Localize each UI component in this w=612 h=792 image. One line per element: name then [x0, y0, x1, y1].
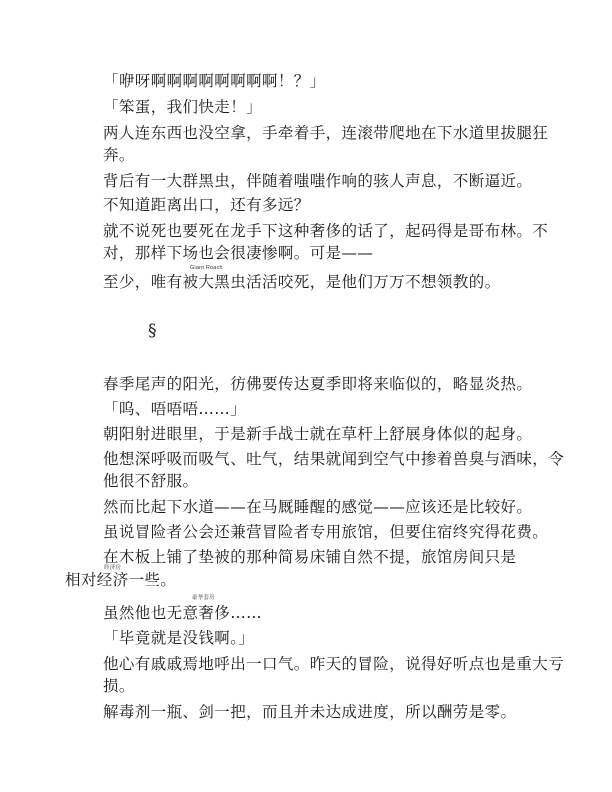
ruby-luxury-room: 豪华套房 — [192, 595, 215, 601]
paragraph-spring: 春季尾声的阳光，彷佛要传达夏季即将来临似的，略显炎热。 — [103, 375, 533, 393]
paragraph-sigh-line2: 损。 — [103, 677, 135, 695]
paragraph-bugs: 背后有一大群黑虫，伴随着嗤嗤作响的骇人声息，不断逼近。 — [103, 172, 533, 190]
section-break-mark: § — [148, 321, 157, 341]
paragraph-dragon-line1: 就不说死也要死在龙手下这种奢侈的话了，起码得是哥布林。不 — [103, 222, 549, 240]
paragraph-morning-sun: 朝阳射进眼里，于是新手战士就在草杆上舒展身体似的起身。 — [103, 425, 533, 443]
paragraph-scream: 「咿呀啊啊啊啊啊啊啊啊！？」 — [103, 72, 326, 90]
paragraph-bed-line1: 在木板上铺了垫被的那种简易床铺自然不提，旅馆房间只是 — [103, 548, 517, 566]
paragraph-flee-line2: 奔。 — [103, 146, 135, 164]
paragraph-no-money: 「毕竟就是没钱啊。」 — [103, 629, 255, 647]
paragraph-bed-line2: 相对经济一些。 — [65, 571, 177, 589]
paragraph-idiot-run: 「笨蛋，我们快走！」 — [103, 98, 263, 116]
paragraph-giant-roach: 至少，唯有被大黑虫活活咬死，是他们万万不想领教的。 — [103, 273, 501, 291]
paragraph-reward: 解毒剂一瓶、剑一把，而且并未达成进度，所以酬劳是零。 — [103, 703, 517, 721]
paragraph-flee-line1: 两人连东西也没空拿，手牵着手，连滚带爬地在下水道里拔腿狂 — [103, 124, 549, 142]
paragraph-no-luxury: 虽然他也无意奢侈…… — [103, 604, 263, 622]
paragraph-guild-inn: 虽说冒险者公会还兼营冒险者专用旅馆，但要住宿终究得花费。 — [103, 523, 549, 541]
ruby-economy-room: 经济房 — [104, 565, 122, 571]
ruby-giant-roach: Giant Roach — [190, 265, 223, 271]
paragraph-sigh-line1: 他心有戚戚焉地呼出一口气。昨天的冒险，说得好听点也是重大亏 — [103, 655, 565, 673]
paragraph-breath-line1: 他想深呼吸而吸气、吐气，结果就闻到空气中掺着兽臭与酒味，令 — [103, 450, 565, 468]
paragraph-dragon-line2: 对，那样下场也会很凄惨啊。可是—— — [103, 244, 374, 262]
paragraph-groan: 「呜、唔唔唔……」 — [103, 400, 247, 418]
paragraph-exit: 不知道距离出口，还有多远？ — [103, 196, 310, 214]
paragraph-stable: 然而比起下水道——在马厩睡醒的感觉——应该还是比较好。 — [103, 498, 533, 516]
paragraph-breath-line2: 他很不舒服。 — [103, 472, 199, 490]
